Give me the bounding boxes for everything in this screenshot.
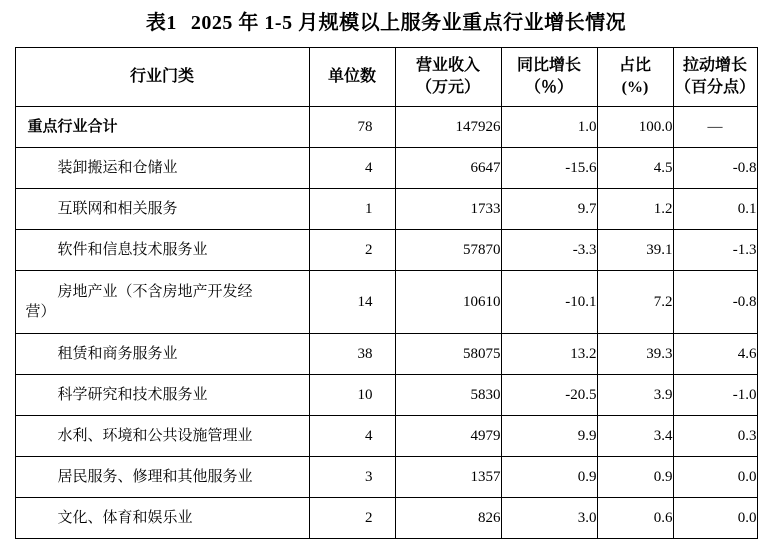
column-header-industry	[15, 48, 309, 107]
table-row	[15, 457, 757, 498]
cell-share: 39.3	[597, 334, 673, 375]
table-row	[15, 189, 757, 230]
cell-industry-name: 重点行业合计	[15, 107, 309, 148]
cell-growth: 13.2	[501, 334, 597, 375]
cell-revenue: 57870	[395, 230, 501, 271]
statistics-table	[15, 47, 758, 539]
table-row	[15, 148, 757, 189]
cell-industry-name: 居民服务、修理和其他服务业	[15, 457, 309, 498]
cell-revenue: 147926	[395, 107, 501, 148]
table-row	[15, 271, 757, 334]
table-row	[15, 334, 757, 375]
table-header-row	[15, 48, 757, 107]
cell-industry-name: 科学研究和技术服务业	[15, 375, 309, 416]
cell-industry-name: 水利、环境和公共设施管理业	[15, 416, 309, 457]
cell-units: 4	[309, 148, 395, 189]
table-row	[15, 416, 757, 457]
cell-industry-name: 互联网和相关服务	[15, 189, 309, 230]
cell-growth: 9.9	[501, 416, 597, 457]
cell-units: 10	[309, 375, 395, 416]
cell-pull: -1.0	[673, 375, 757, 416]
column-header-growth	[501, 48, 597, 107]
cell-pull: 0.0	[673, 498, 757, 539]
cell-growth: -20.5	[501, 375, 597, 416]
cell-units: 3	[309, 457, 395, 498]
cell-revenue: 4979	[395, 416, 501, 457]
column-header-revenue	[395, 48, 501, 107]
header-line-1: 行业门类	[129, 68, 194, 86]
header-line-1: 单位数	[327, 68, 376, 86]
header-line-1: 营业收入	[415, 57, 480, 75]
cell-industry-name: 租赁和商务服务业	[15, 334, 309, 375]
cell-revenue: 826	[395, 498, 501, 539]
cell-share: 39.1	[597, 230, 673, 271]
cell-growth: -15.6	[501, 148, 597, 189]
table-row	[15, 375, 757, 416]
table-row	[15, 107, 757, 148]
table-row	[15, 230, 757, 271]
cell-industry-name: 装卸搬运和仓储业	[15, 148, 309, 189]
cell-share: 1.2	[597, 189, 673, 230]
cell-share: 100.0	[597, 107, 673, 148]
cell-growth: 1.0	[501, 107, 597, 148]
column-header-units	[309, 48, 395, 107]
cell-growth: 3.0	[501, 498, 597, 539]
cell-units: 14	[309, 271, 395, 334]
industry-name-line-1: 房地产业（不含房地产开发经	[57, 283, 253, 300]
header-line-1: 拉动增长	[682, 57, 747, 75]
cell-units: 78	[309, 107, 395, 148]
cell-units: 4	[309, 416, 395, 457]
cell-pull: 0.0	[673, 457, 757, 498]
cell-units: 1	[309, 189, 395, 230]
header-line-2: （万元）	[415, 79, 480, 96]
cell-pull: -0.8	[673, 271, 757, 334]
cell-pull: 0.1	[673, 189, 757, 230]
table-row	[15, 498, 757, 539]
cell-growth: 0.9	[501, 457, 597, 498]
cell-units: 38	[309, 334, 395, 375]
cell-units: 2	[309, 498, 395, 539]
cell-revenue: 5830	[395, 375, 501, 416]
table-number: 表1	[145, 12, 177, 34]
cell-pull: -0.8	[673, 148, 757, 189]
cell-growth: -3.3	[501, 230, 597, 271]
cell-industry-name: 软件和信息技术服务业	[15, 230, 309, 271]
cell-share: 3.9	[597, 375, 673, 416]
cell-share: 7.2	[597, 271, 673, 334]
table-title-text: 2025 年 1-5 月规模以上服务业重点行业增长情况	[190, 12, 627, 34]
cell-revenue: 1733	[395, 189, 501, 230]
cell-share: 0.9	[597, 457, 673, 498]
cell-revenue: 58075	[395, 334, 501, 375]
cell-revenue: 1357	[395, 457, 501, 498]
cell-share: 0.6	[597, 498, 673, 539]
header-line-1: 占比	[618, 57, 651, 75]
cell-pull: 0.3	[673, 416, 757, 457]
cell-share: 4.5	[597, 148, 673, 189]
header-line-1: 同比增长	[516, 57, 581, 75]
header-line-2: （百分点）	[674, 79, 755, 96]
cell-pull: -1.3	[673, 230, 757, 271]
industry-name-line-2: 营）	[25, 304, 56, 320]
header-line-2: (%)	[621, 79, 649, 96]
cell-pull: 4.6	[673, 334, 757, 375]
cell-pull: —	[673, 107, 757, 148]
cell-share: 3.4	[597, 416, 673, 457]
page-title	[0, 0, 772, 47]
column-header-share	[597, 48, 673, 107]
cell-growth: 9.7	[501, 189, 597, 230]
cell-revenue: 10610	[395, 271, 501, 334]
cell-industry-name	[15, 271, 309, 334]
cell-units: 2	[309, 230, 395, 271]
cell-revenue: 6647	[395, 148, 501, 189]
column-header-pull	[673, 48, 757, 107]
header-line-2: （％）	[524, 79, 573, 96]
cell-industry-name: 文化、体育和娱乐业	[15, 498, 309, 539]
cell-growth: -10.1	[501, 271, 597, 334]
